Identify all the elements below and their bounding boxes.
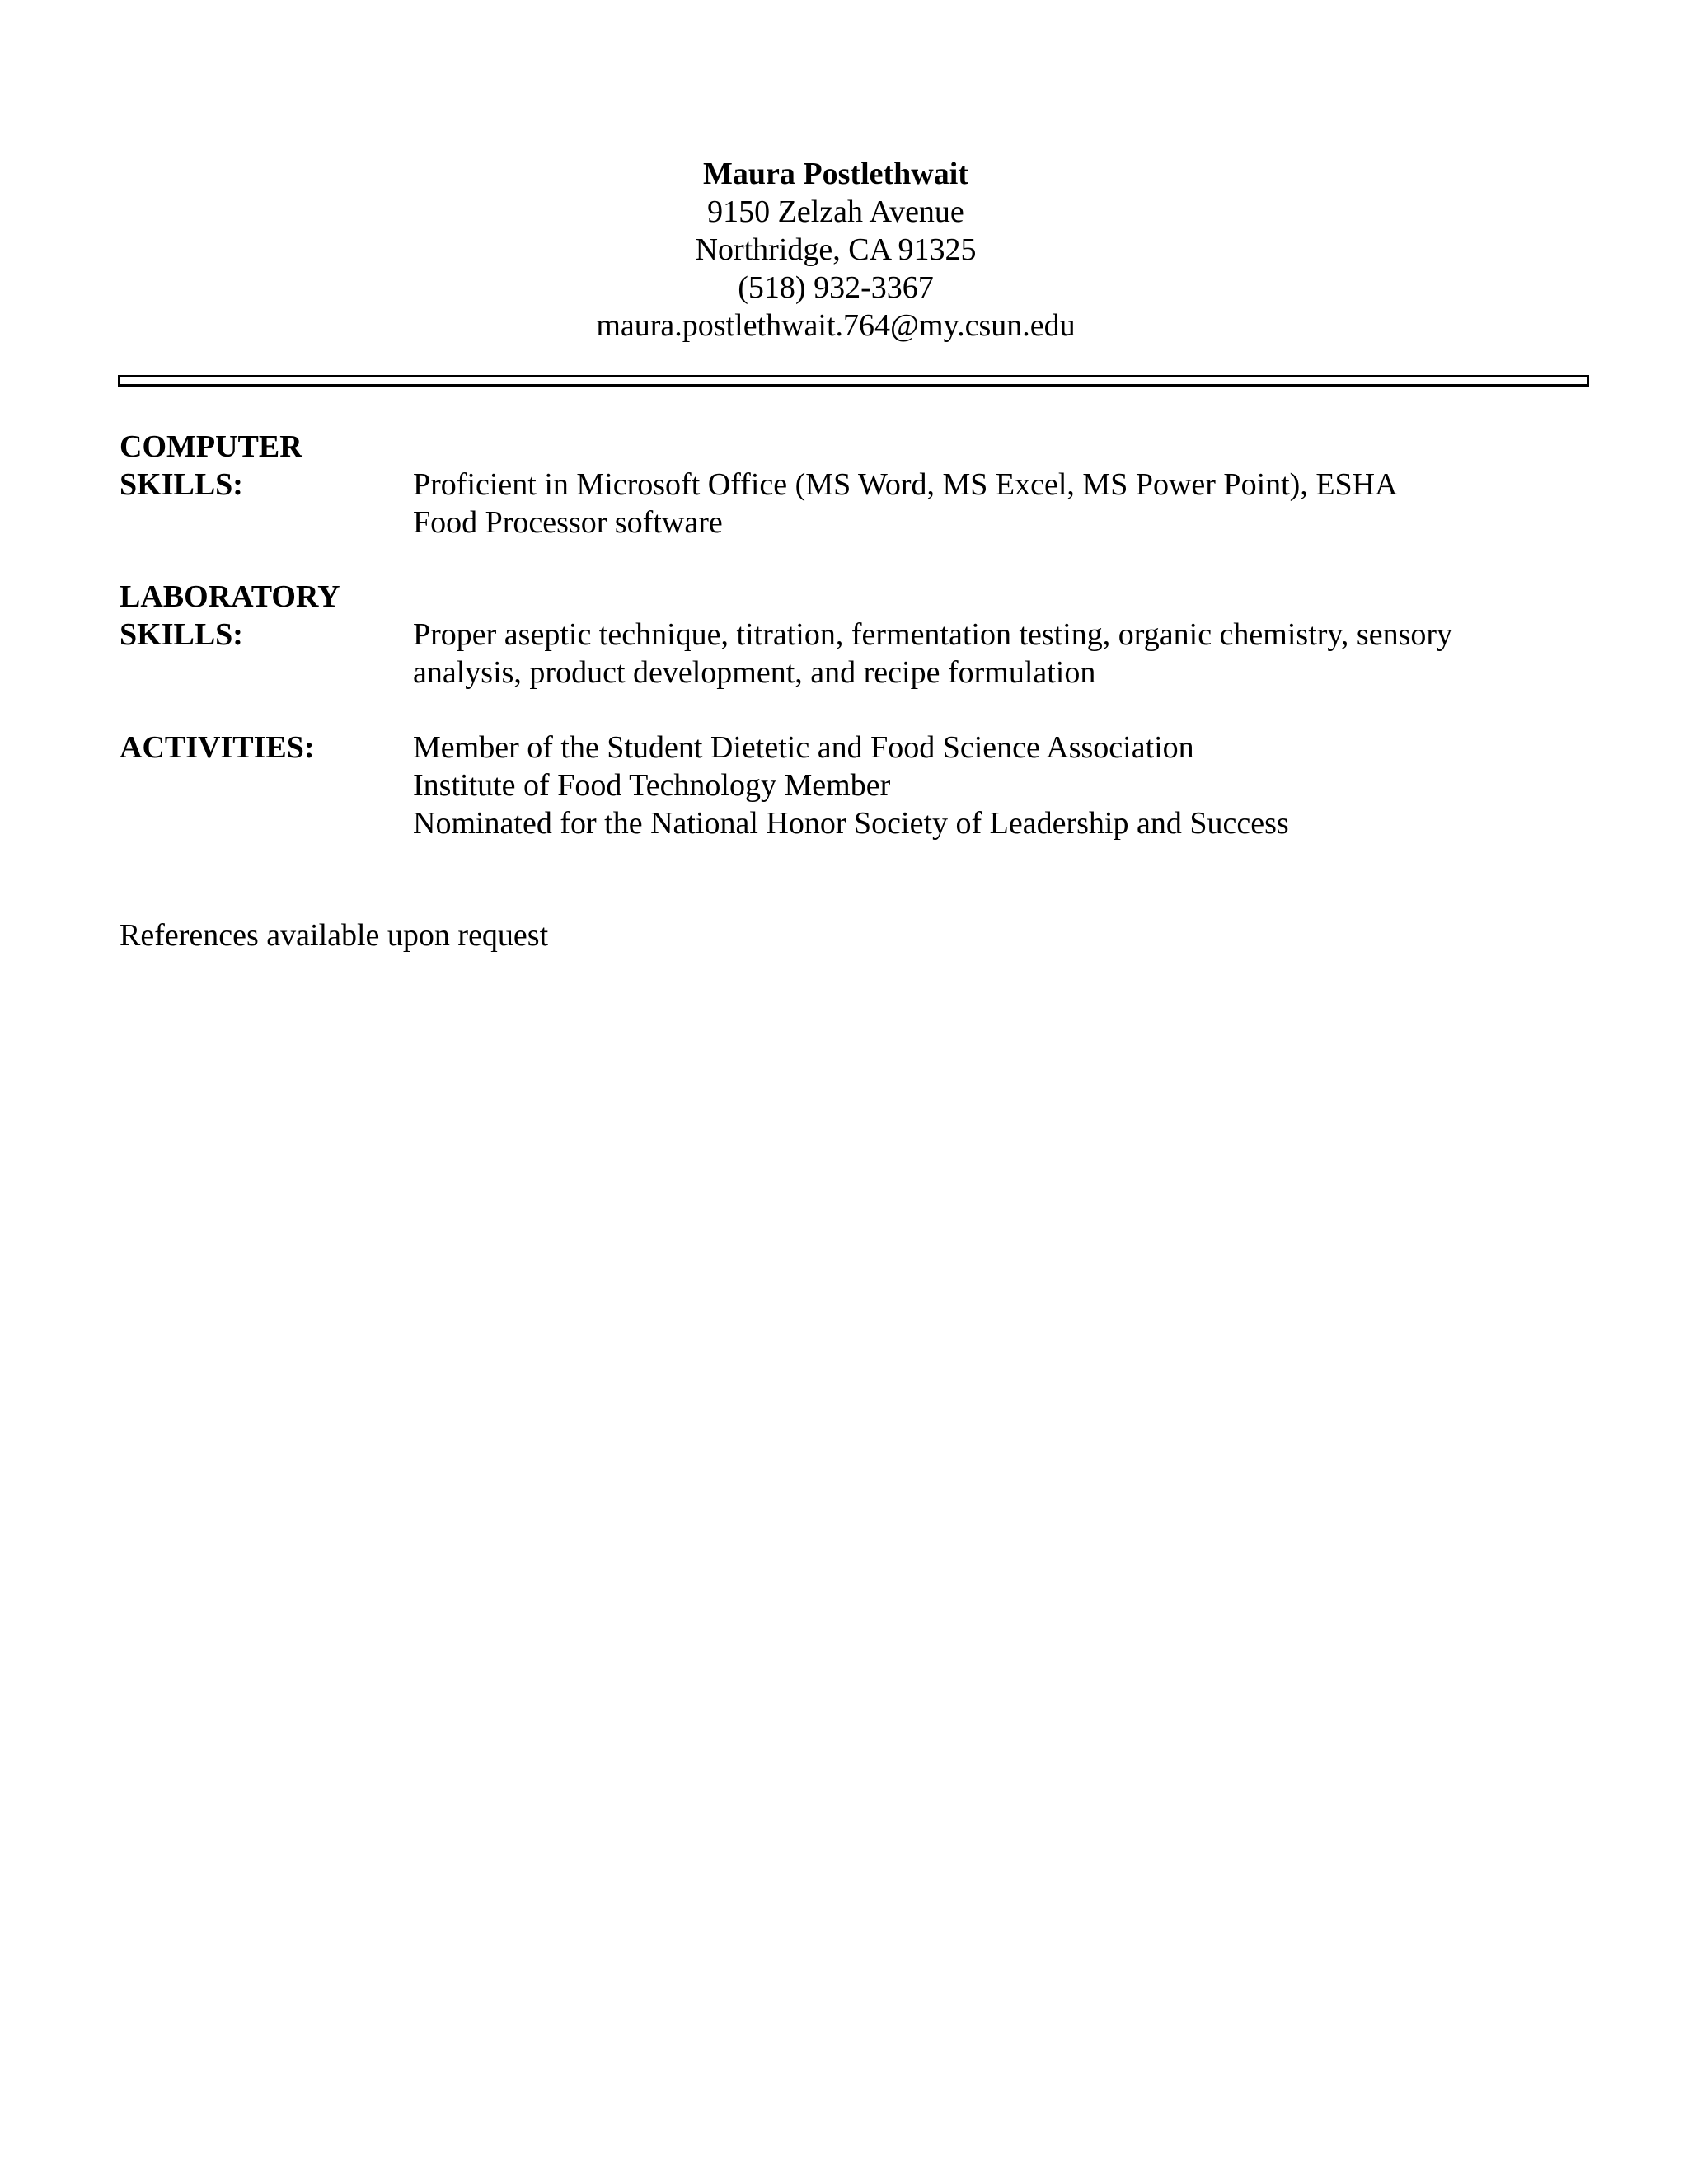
content-line: Member of the Student Dietetic and Food Science Association xyxy=(413,730,1194,765)
section-label-line: SKILLS: xyxy=(120,617,243,652)
content-line: Proper aseptic technique, titration, fermentation testing, organic chemistry, sensory xyxy=(413,617,1453,652)
content-line: Nominated for the National Honor Society of Leadership and Success xyxy=(413,806,1289,841)
content-line: analysis, product development, and recipe formulation xyxy=(413,655,1096,690)
city-state-zip: Northridge, CA 91325 xyxy=(695,232,977,267)
section-label-line: ACTIVITIES: xyxy=(120,730,315,765)
content-line: Institute of Food Technology Member xyxy=(413,768,891,803)
section-label-line: COMPUTER xyxy=(120,429,302,464)
applicant-name: Maura Postlethwait xyxy=(703,157,968,191)
street-address: 9150 Zelzah Avenue xyxy=(707,194,964,229)
contact-header xyxy=(0,155,1672,344)
phone-number: (518) 932-3367 xyxy=(738,270,934,305)
references-note: References available upon request xyxy=(120,918,549,953)
section-content xyxy=(413,729,1501,842)
section-content xyxy=(413,616,1501,691)
header-divider xyxy=(118,375,1589,387)
email-address: maura.postlethwait.764@my.csun.edu xyxy=(596,308,1076,343)
section-label xyxy=(120,729,400,766)
content-line: Food Processor software xyxy=(413,505,723,540)
section-label-line: LABORATORY xyxy=(120,579,340,614)
section-label-line: SKILLS: xyxy=(120,467,243,502)
section-label xyxy=(120,578,400,654)
content-line: Proficient in Microsoft Office (MS Word, MS Excel, MS Power Point), ESHA xyxy=(413,467,1398,502)
section-label xyxy=(120,428,400,504)
section-content xyxy=(413,466,1501,541)
